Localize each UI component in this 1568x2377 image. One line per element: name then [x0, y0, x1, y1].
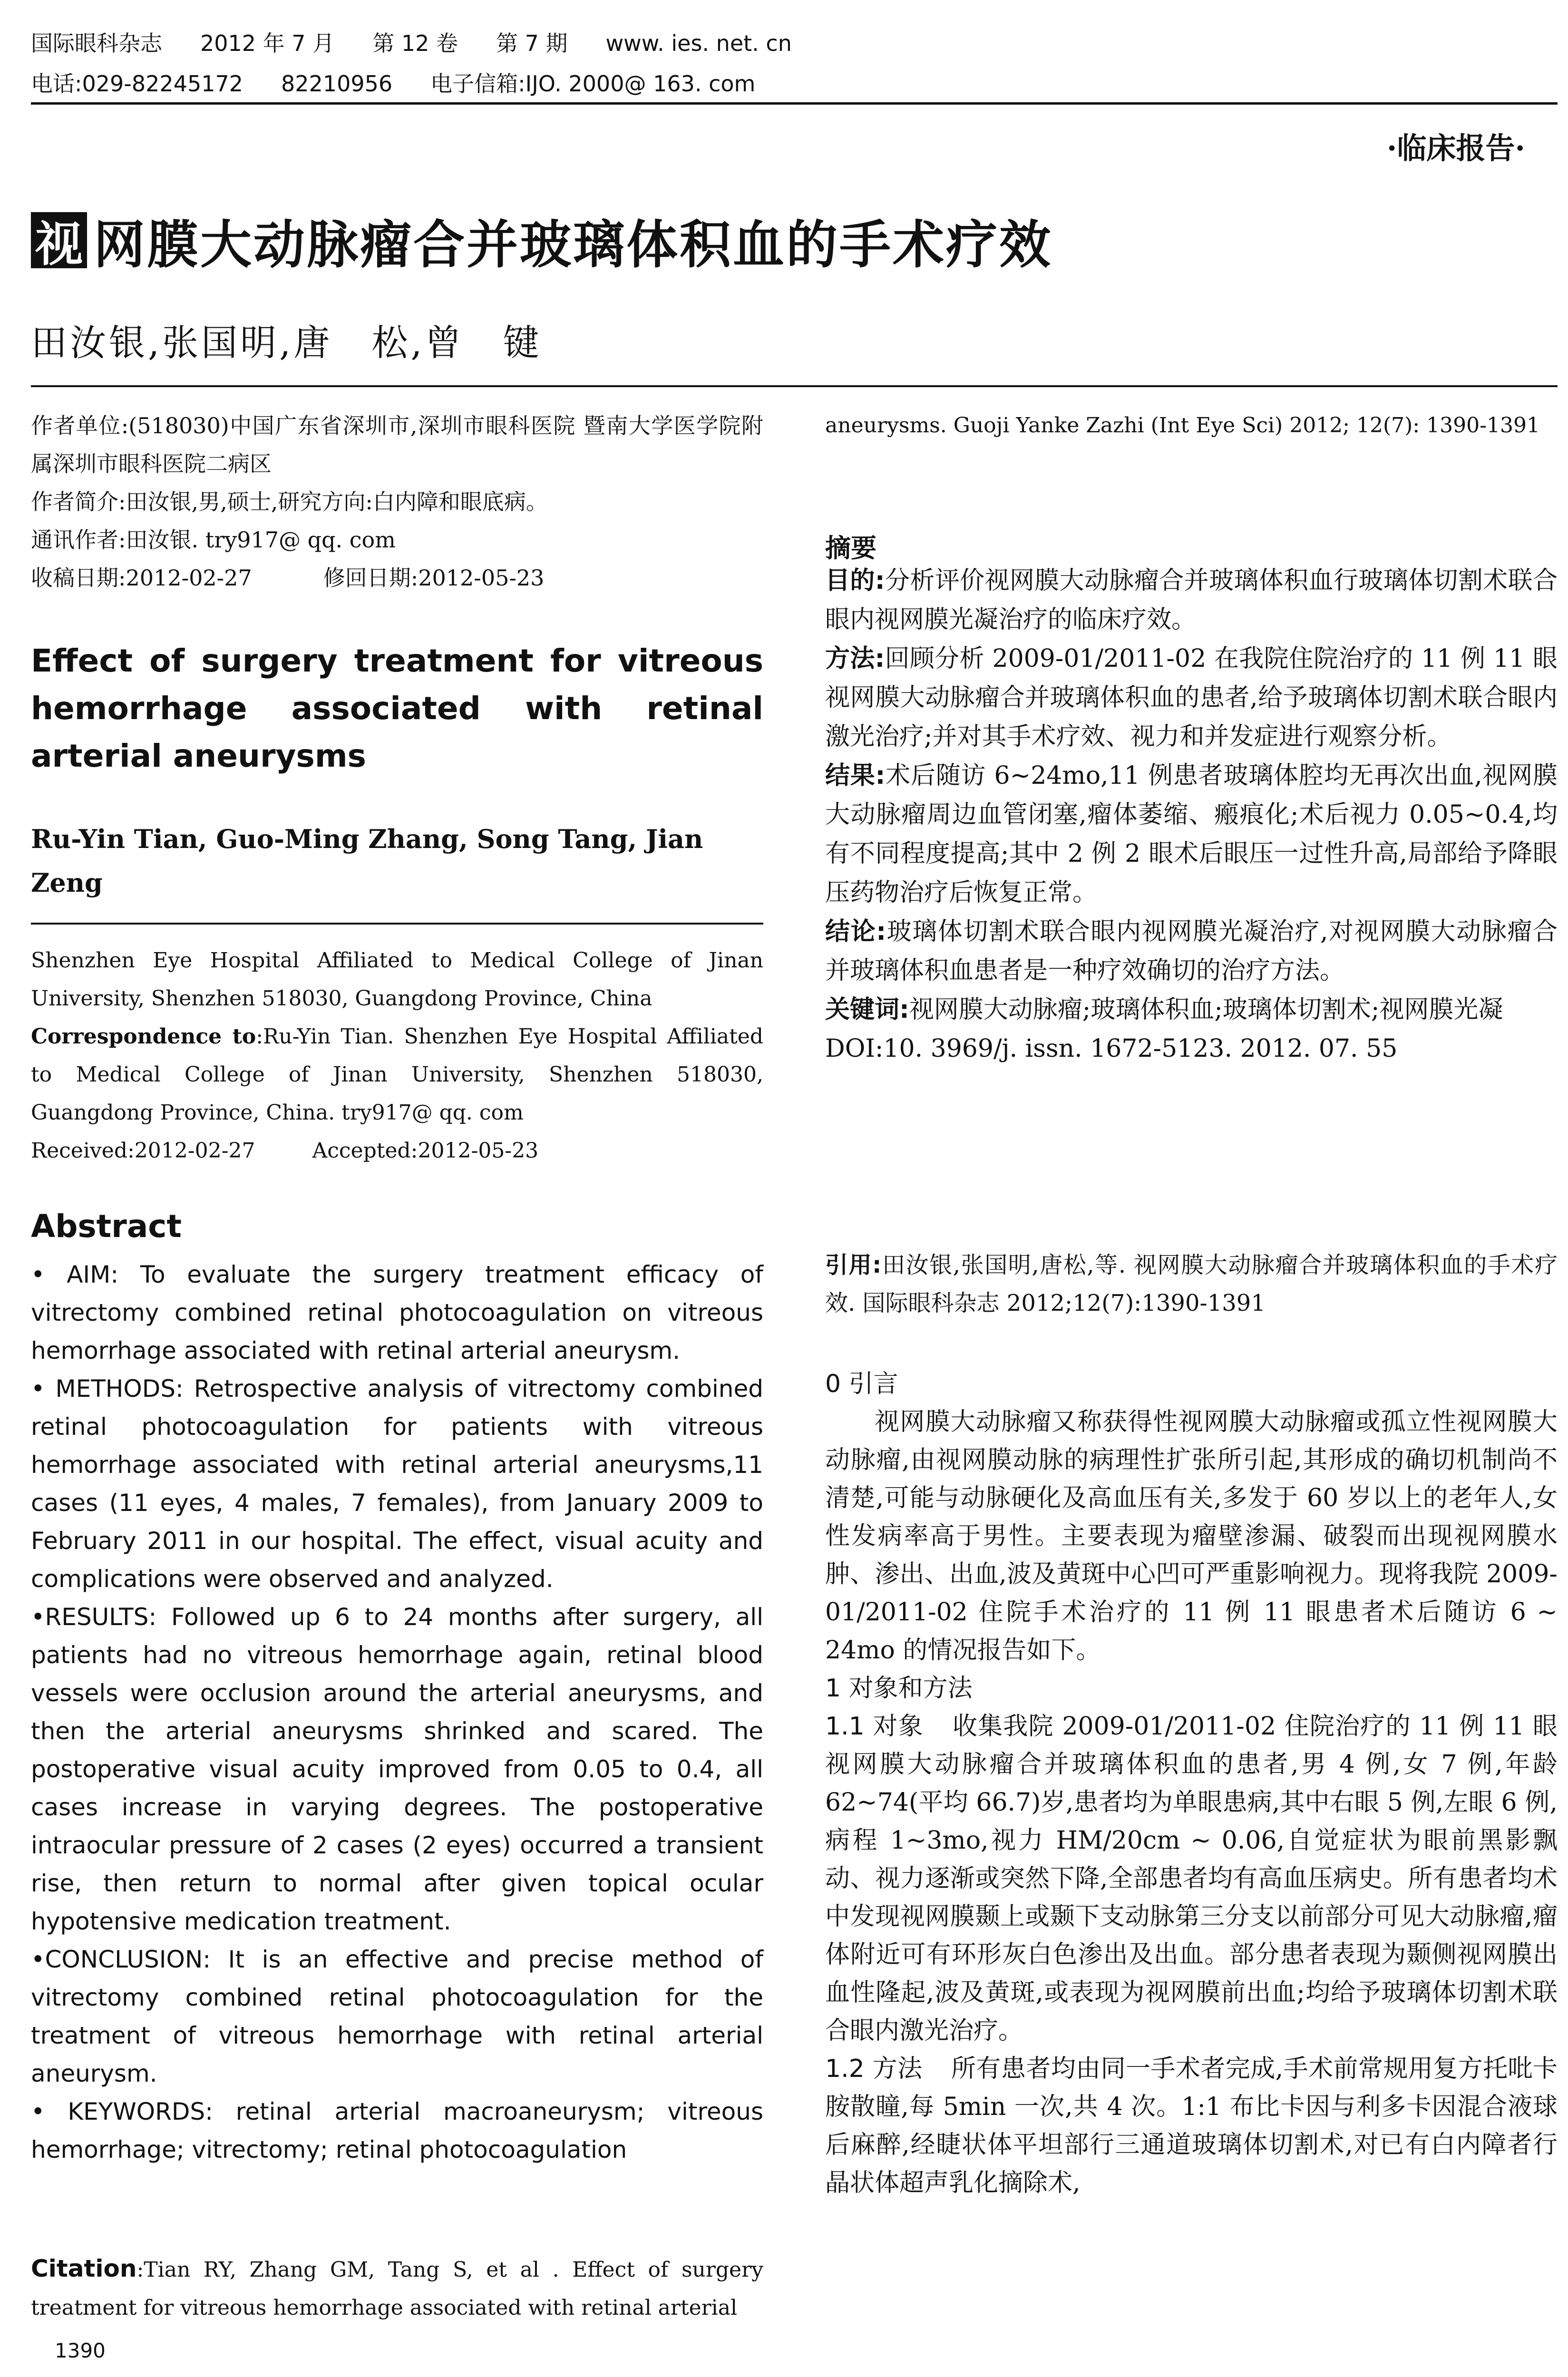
- section-1-2-label: 1.2 方法: [825, 2055, 923, 2083]
- cn-results-label: 结果:: [825, 761, 886, 790]
- dates-line: [31, 559, 763, 597]
- cn-citation-text: 田汝银,张国明,唐松,等. 视网膜大动脉瘤合并玻璃体积血的手术疗效. 国际眼科杂志 2012;12(7):1390-1391: [825, 1252, 1558, 1316]
- cn-conclusion-label: 结论:: [825, 917, 886, 946]
- journal-header-line2: [31, 67, 793, 98]
- cn-keywords-label: 关键词:: [825, 995, 909, 1024]
- section-tag: ·临床报告·: [1386, 131, 1525, 166]
- journal-email: 电子信箱:IJO. 2000@ 163. com: [430, 71, 756, 97]
- corresponding-author: 通讯作者:田汝银. try917@ qq. com: [31, 527, 396, 553]
- section-1-1-text: 收集我院 2009-01/2011-02 住院治疗的 11 例 11 眼视网膜大动脉瘤合并玻璃体积血的患者,男 4 例,女 7 例,年龄 62~74(平均 66.7)岁,患者均为单眼患病,其中右眼 5 例,左眼 6 例,病程 1~3mo,视力 HM/20cm ~ 0.06,自觉症状为眼前黑影飘动、视力逐渐或突然下降,全部患者均有高血压病史。所有患者均术中发现视网膜颞上或颞下支动脉第三分支以前部分可见大动脉瘤,瘤体附近可有环形灰白色渗出及出血。部分患者表现为颞侧视网膜出血性隆起,波及黄斑,或表现为视网膜前出血;均给予玻璃体切割术联合眼内激光治疗。: [825, 1712, 1558, 2045]
- section-0-text: 视网膜大动脉瘤又称获得性视网膜大动脉瘤或孤立性视网膜大动脉瘤,由视网膜动脉的病理性扩张所引起,其形成的确切机制尚不清楚,可能与动脉硬化及高血压有关,多发于 60 岁以上的老年人,女性发病率高于男性。主要表现为瘤壁渗漏、破裂而出现视网膜水肿、渗出、出血,波及黄斑中心凹可严重影响视力。现将我院 2009-01/2011-02 住院手术治疗的 11 例 11 眼患者术后随访 6 ~ 24mo 的情况报告如下。: [825, 1408, 1558, 1665]
- cn-aim-text: 分析评价视网膜大动脉瘤合并玻璃体积血行玻璃体切割术联合眼内视网膜光凝治疗的临床疗效。: [825, 566, 1558, 634]
- english-title: Effect of surgery treatment for vitreous hemorrhage associated with retinal arterial aneurysms: [31, 643, 763, 774]
- english-affiliation: [31, 942, 763, 1170]
- english-dates: [31, 1132, 763, 1170]
- english-authors: Ru-Yin Tian, Guo-Ming Zhang, Song Tang, Jian Zeng: [31, 824, 703, 898]
- citation-label: Citation: [31, 2255, 137, 2282]
- cn-abstract-results: [825, 756, 1558, 912]
- issue-date: 2012 年 7 月: [200, 30, 335, 56]
- cn-abstract-aim: [825, 561, 1558, 639]
- cn-methods-label: 方法:: [825, 644, 885, 673]
- correspondence-label: Correspondence to: [31, 1024, 256, 1049]
- cn-abstract-conclusion: [825, 912, 1558, 990]
- english-citation: [31, 2250, 763, 2327]
- title-text: 网膜大动脉瘤合并玻璃体积血的手术疗效: [94, 215, 1053, 275]
- article-body: [825, 1365, 1558, 2202]
- section-1-heading: 1 对象和方法: [825, 1674, 973, 1703]
- section-1-1-label: 1.1 对象: [825, 1712, 924, 1741]
- english-address: Shenzhen Eye Hospital Affiliated to Medical College of Jinan University, Shenzhen 518030, Guangdong Province, China: [31, 948, 763, 1011]
- journal-phone: 电话:029-82245172: [31, 71, 243, 97]
- received-date: 收稿日期:2012-02-27: [31, 565, 252, 591]
- revised-date: 修回日期:2012-05-23: [323, 565, 545, 591]
- authors-chinese: 田汝银,张国明,唐 松,曾 键: [31, 321, 542, 364]
- doi: DOI:10. 3969/j. issn. 1672-5123. 2012. 07. 55: [825, 1034, 1398, 1063]
- page-number: 1390: [55, 2339, 106, 2362]
- abstract-conclusion: •CONCLUSION: It is an effective and precise method of vitrectomy combined retinal photocoagulation for the treatment of vitreous hemorrhage with retinal arterial aneurysm.: [31, 1946, 763, 2087]
- journal-phone2: 82210956: [281, 71, 393, 97]
- abstract-results: •RESULTS: Followed up 6 to 24 months after surgery, all patients had no vitreous hemorrhage again, retinal blood vessels were occlusion around the arterial aneurysms, and then the arterial aneurysms shrinked and scared. The postoperative visual acuity improved from 0.05 to 0.4, all cases increase in varying degrees. The postoperative intraocular pressure of 2 cases (2 eyes) occurred a transient rise, then return to normal after given topical ocular hypotensive medication treatment.: [31, 1603, 763, 1935]
- correspondence-text: :Ru-Yin Tian. Shenzhen Eye Hospital Affiliated to Medical College of Jinan University, Shenzhen 518030, Guangdong Province, China. try917@ qq. com: [31, 1024, 763, 1125]
- english-received: Received:2012-02-27: [31, 1139, 255, 1163]
- english-correspondence: [31, 1018, 763, 1132]
- author-bio: 作者简介:田汝银,男,硕士,研究方向:白内障和眼底病。: [31, 489, 548, 515]
- abstract-methods: • METHODS: Retrospective analysis of vitrectomy combined retinal photocoagulation for patients with vitreous hemorrhage associated with retinal arterial aneurysms,11 cases (11 eyes, 4 males, 7 females), from January 2009 to February 2011 in our hospital. The effect, visual acuity and complications were observed and analyzed.: [31, 1375, 763, 1593]
- section-1-1: [825, 1707, 1558, 2050]
- affiliation-block: [31, 407, 763, 597]
- chinese-citation: [825, 1246, 1558, 1322]
- abstract-keywords: • KEYWORDS: retinal arterial macroaneurysm; vitreous hemorrhage; vitrectomy; retinal photocoagulation: [31, 2098, 763, 2163]
- article-title: [31, 209, 1053, 275]
- section-1-2-text: 所有患者均由同一手术者完成,手术前常规用复方托吡卡胺散瞳,每 5min 一次,共 4 次。1:1 布比卡因与利多卡因混合液球后麻醉,经睫状体平坦部行三通道玻璃体切割术,对已有白内障者行晶状体超声乳化摘除术,: [825, 2055, 1558, 2197]
- cn-aim-label: 目的:: [825, 566, 885, 595]
- english-accepted: Accepted:2012-05-23: [312, 1139, 539, 1163]
- english-authors-rule: [31, 923, 763, 925]
- abstract-aim: • AIM: To evaluate the surgery treatment efficacy of vitrectomy combined retinal photocoagulation on vitreous hemorrhage associated with retinal arterial aneurysm.: [31, 1261, 763, 1364]
- affiliation-unit: 作者单位:(518030)中国广东省深圳市,深圳市眼科医院 暨南大学医学院附属深圳市眼科医院二病区: [31, 413, 763, 477]
- cn-abstract-keywords: [825, 990, 1558, 1029]
- abstract-heading: Abstract: [31, 1208, 182, 1245]
- english-abstract: [31, 1256, 763, 2169]
- header-rule: [31, 102, 1558, 105]
- journal-name: 国际眼科杂志: [31, 30, 162, 56]
- volume: 第 12 卷: [372, 30, 458, 56]
- cn-citation-label: 引用:: [825, 1252, 882, 1278]
- chinese-abstract: [825, 561, 1558, 1068]
- cn-keywords-text: 视网膜大动脉瘤;玻璃体积血;玻璃体切割术;视网膜光凝: [909, 995, 1503, 1024]
- citation-text: :Tian RY, Zhang GM, Tang S, et al . Effect of surgery treatment for vitreous hemorrhage associated with retinal arterial: [31, 2258, 763, 2320]
- cn-conclusion-text: 玻璃体切割术联合眼内视网膜光凝治疗,对视网膜大动脉瘤合并玻璃体积血患者是一种疗效确切的治疗方法。: [825, 917, 1558, 985]
- citation-continuation: aneurysms. Guoji Yanke Zazhi (Int Eye Sci) 2012; 12(7): 1390-1391: [825, 413, 1540, 438]
- journal-website: www. ies. net. cn: [605, 30, 792, 56]
- section-0-heading: 0 引言: [825, 1370, 898, 1398]
- journal-header-line1: [31, 26, 830, 58]
- chinese-abstract-heading: 摘要: [825, 533, 877, 563]
- cn-abstract-methods: [825, 639, 1558, 756]
- authors-rule: [31, 385, 1558, 387]
- cn-results-text: 术后随访 6~24mo,11 例患者玻璃体腔均无再次出血,视网膜大动脉瘤周边血管闭塞,瘤体萎缩、瘢痕化;术后视力 0.05~0.4,均有不同程度提高;其中 2 例 2 眼术后眼压一过性升高,局部给予降眼压药物治疗后恢复正常。: [825, 761, 1558, 907]
- cn-methods-text: 回顾分析 2009-01/2011-02 在我院住院治疗的 11 例 11 眼视网膜大动脉瘤合并玻璃体积血的患者,给予玻璃体切割术联合眼内激光治疗;并对其手术疗效、视力和并发症进行观察分析。: [825, 644, 1558, 751]
- title-first-char-badge: 视: [31, 212, 87, 268]
- section-1-2: [825, 2050, 1558, 2202]
- issue-number: 第 7 期: [496, 30, 568, 56]
